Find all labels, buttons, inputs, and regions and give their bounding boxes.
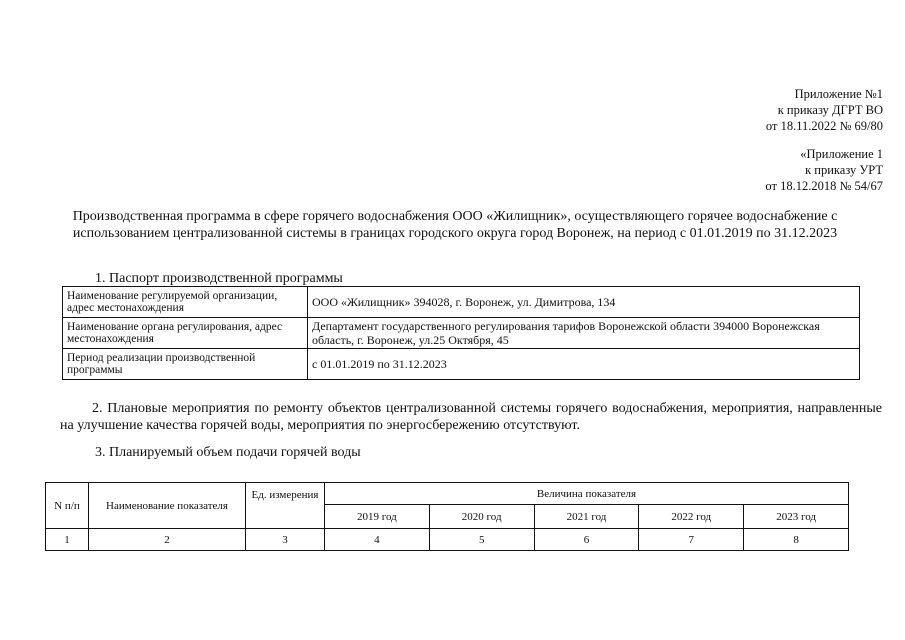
appendix-original-line1: «Приложение 1 (800, 147, 883, 161)
appendix-current-line1: Приложение №1 (794, 87, 883, 101)
appendix-original-line2: к приказу УРТ (805, 163, 883, 177)
passport-row (63, 349, 860, 380)
section2-text: 2. Плановые мероприятия по ремонту объектов централизованной системы горячего водоснабжения, мероприятия, направленные на улучшение качества горячей воды, мероприятия по энергосбережению отсутствуют. (60, 401, 882, 433)
year-header: 2019 год (325, 505, 430, 529)
year-header: 2021 год (534, 505, 639, 529)
column-number: 7 (639, 529, 744, 551)
year-header: 2020 год (429, 505, 534, 529)
passport-row (63, 287, 860, 318)
passport-key: Наименование регулируемой организации, адрес местонахождения (63, 287, 308, 318)
column-number: 8 (744, 529, 849, 551)
column-number: 3 (246, 529, 325, 551)
col-unit-header: Ед. измерения (246, 483, 325, 529)
appendix-current-line3: от 18.11.2022 № 69/80 (765, 119, 883, 133)
volume-header-row (46, 483, 849, 505)
appendix-current-line2: к приказу ДГРТ ВО (777, 103, 883, 117)
volume-table (45, 482, 849, 551)
document-title: Производственная программа в сфере горячего водоснабжения ООО «Жилищник», осуществляющего горячее водоснабжение с использованием централизованной системы в границах городского округа город Воронеж, на период с 01.01.2019 по 31.12.2023 (72, 209, 838, 241)
year-header: 2023 год (744, 505, 849, 529)
passport-value: ООО «Жилищник» 394028, г. Воронеж, ул. Димитрова, 134 (308, 287, 860, 318)
appendix-original-line3: от 18.12.2018 № 54/67 (765, 179, 883, 193)
column-number: 2 (89, 529, 246, 551)
year-header: 2022 год (639, 505, 744, 529)
column-number: 6 (534, 529, 639, 551)
passport-value: с 01.01.2019 по 31.12.2023 (308, 349, 860, 380)
appendix-current (766, 86, 883, 134)
col-num-header: N п/п (46, 483, 89, 529)
passport-value: Департамент государственного регулирования тарифов Воронежской области 394000 Воронежская область, г. Воронеж, ул.25 Октября, 45 (308, 318, 860, 349)
col-value-header: Величина показателя (325, 483, 849, 505)
col-name-header: Наименование показателя (89, 483, 246, 529)
section3-heading: 3. Планируемый объем подачи горячей воды (95, 445, 361, 460)
volume-number-row (46, 529, 849, 551)
column-number: 4 (325, 529, 430, 551)
column-number: 1 (46, 529, 89, 551)
passport-key: Период реализации производственной программы (63, 349, 308, 380)
passport-key: Наименование органа регулирования, адрес местонахождения (63, 318, 308, 349)
passport-row (63, 318, 860, 349)
passport-table (62, 286, 860, 380)
appendix-original (765, 146, 883, 194)
column-number: 5 (429, 529, 534, 551)
section1-heading: 1. Паспорт производственной программы (95, 271, 343, 286)
